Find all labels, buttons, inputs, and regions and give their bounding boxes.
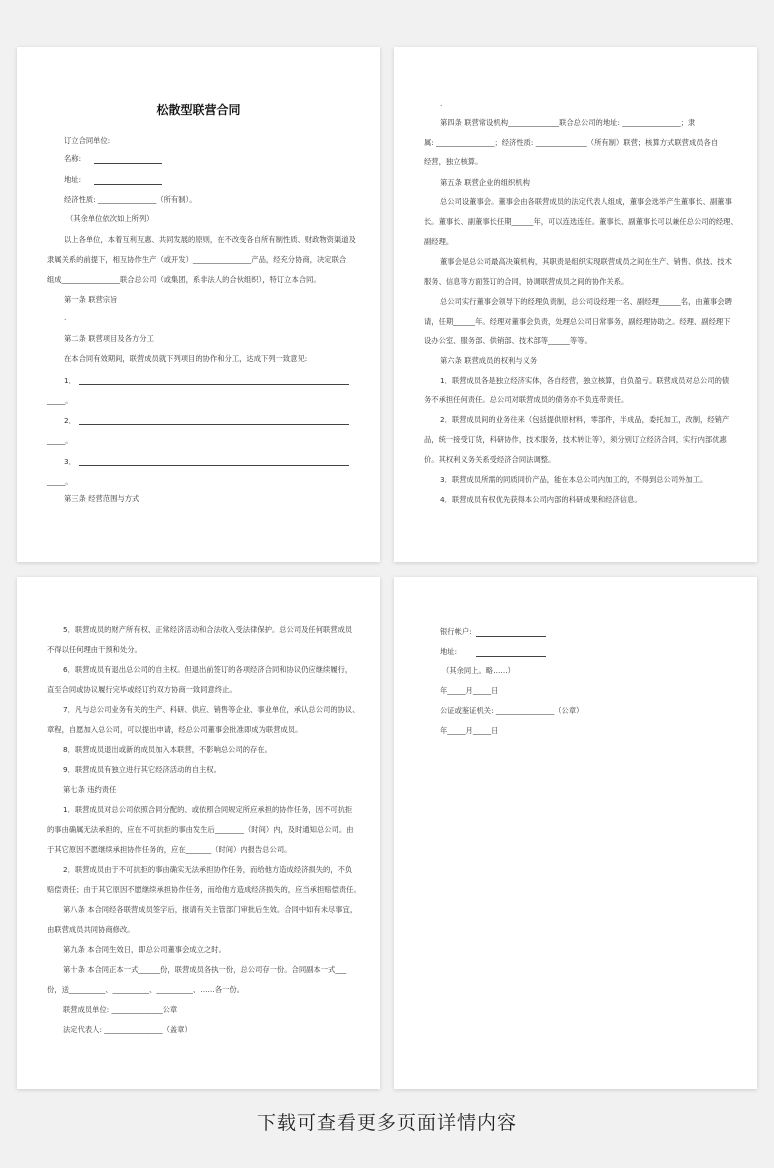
text-line: 属: ________________；经济性质: ______________（所有制）联营；核算方式联营成员各自 [424, 138, 719, 147]
text-line: . [440, 99, 443, 108]
contract-page-2 [394, 47, 757, 562]
contract-page-1 [17, 47, 380, 562]
text-line: 第九条 本合同生效日，即总公司董事会成立之时。 [63, 945, 226, 954]
text-line: 不得以任何理由干预和处分。 [47, 645, 142, 654]
text-line: 总公司设董事会。董事会由各联营成员的法定代表人组成，董事会选举产生董事长、副董事 [440, 197, 732, 206]
text-line: 7．凡与总公司业务有关的生产、科研、供应、销售等企业、事业单位，承认总公司的协议、 [63, 705, 360, 714]
text-line: 1．联营成员各是独立经济实体，各自经营，独立核算，自负盈亏。联营成员对总公司的债 [440, 376, 730, 385]
text-line: 年_____月_____日 [440, 686, 499, 695]
text-line: 总公司实行董事会领导下的经理负责制，总公司设经理一名、副经理______名，由董事会聘 [440, 297, 732, 306]
text-line: 公证或鉴证机关: ________________（公章） [440, 706, 584, 715]
text-line: 品，统一接受订货，科研协作，技术服务，技术转让等），须分别订立经济合同，实行内部优惠 [424, 435, 727, 444]
text-line: 以上各单位，本着互利互惠、共同发展的原则，在不改变各自所有制性质、财政物资渠道及 [64, 235, 356, 244]
text-line: 在本合同有效期间，联营成员就下列项目的协作和分工，达成下列一致意见: [64, 354, 308, 363]
text-line: 长。董事长、副董事长任期______年，可以连选连任。董事长、副董事长可以兼任总公司的经理、 [424, 217, 738, 226]
text-line: 1． [64, 376, 76, 385]
text-line: . [64, 313, 67, 322]
text-line: 隶属关系的前提下，相互协作生产（或开发）________________产品，经充分协商，决定联合 [47, 255, 347, 264]
text-line: 银行帐户: [440, 627, 472, 636]
text-line: 于其它原因不愿继续承担协作任务的，应在_______（时间）内报告总公司。 [47, 845, 292, 854]
contract-page-4 [394, 577, 757, 1089]
text-line: 章程，自愿加入总公司，可以提出申请，经总公司董事会批准即成为联营成员。 [47, 725, 303, 734]
text-line: 服务、信息等方面签订的合同，协调联营成员之间的协作关系。 [424, 277, 629, 286]
item-fill-line [79, 424, 349, 425]
text-line: 由联营成员共同协商修改。 [47, 925, 135, 934]
text-line: 的事由确属无法承担的，应在不可抗拒的事由发生后________（时间）内，及时通知总公司。由 [47, 825, 354, 834]
bank-account-fill-line [476, 636, 546, 637]
text-line: 董事会是总公司最高决策机构，其职责是组织实现联营成员之间在生产、销售、供技、技术 [440, 257, 732, 266]
text-line: 请，任期______年。经理对董事会负责，处理总公司日常事务，副经理协助之。经理、副经理下 [424, 317, 731, 326]
document-title: 松散型联营合同 [156, 103, 241, 117]
address-fill-line [476, 656, 546, 657]
text-line: 直至合同或协议履行完毕或经订约双方协商一致同意终止。 [47, 685, 237, 694]
text-line: 地址: [440, 647, 458, 656]
text-line: 第八条 本合同经各联营成员签字后，报请有关主管部门审批后生效。合同中如有未尽事宜， [63, 905, 358, 914]
text-line: 价。其权利义务关系受经济合同法调整。 [424, 455, 556, 464]
item-fill-line [79, 384, 349, 385]
text-line: 订立合同单位: [64, 136, 111, 145]
text-line: 名称: [64, 154, 82, 163]
text-line: 第二条 联营项目及各方分工 [64, 334, 154, 343]
text-line: 份，送__________、__________、__________、……各一份。 [47, 985, 245, 994]
text-line: 3． [64, 457, 76, 466]
text-line: 法定代表人: ________________（盖章） [63, 1025, 192, 1034]
text-line: 5．联营成员的财产所有权、正常经济活动和合法收入受法律保护。总公司及任何联营成员 [63, 625, 353, 634]
text-line: 4．联营成员有权优先获得本公司内部的科研成果和经济信息。 [440, 495, 642, 504]
text-line: 年_____月_____日 [440, 726, 499, 735]
text-line: 务不承担任何责任。总公司对联营成员的债务亦不负连带责任。 [424, 395, 629, 404]
text-line: 2．联营成员由于不可抗拒的事由确实无法承担协作任务，而给他方造成经济损失的，不负 [63, 865, 353, 874]
text-line: 副经理。 [424, 237, 454, 246]
text-line: 3．联营成员所需的同质同价产品，能在本总公司内加工的，不得到总公司外加工。 [440, 475, 708, 484]
text-line: 经济性质: ________________（所有制）。 [64, 195, 197, 204]
text-line: 经营，独立核算。 [424, 157, 483, 166]
text-line: （其余同上。略……） [442, 666, 515, 675]
text-line: 赔偿责任；由于其它原因不愿继续承担协作任务，而给他方造成经济损失的，应当承担赔偿责任。 [47, 885, 361, 894]
text-line: 组成________________联合总公司（或集团，系非法人的合伙组织），特订立本合同。 [47, 275, 321, 284]
text-line: 第十条 本合同正本一式______份，联营成员各执一份，总公司存一份。合同副本一式___ [63, 965, 347, 974]
text-line: 1．联营成员对总公司依照合同分配的、或依照合同规定所应承担的协作任务，因不可抗拒 [63, 805, 353, 814]
text-line: 地址: [64, 175, 82, 184]
text-line: 第四条 联营常设机构______________联合总公司的地址: ________________；隶 [440, 118, 696, 127]
text-line: 第三条 经营范围与方式 [64, 494, 140, 503]
text-line: 第一条 联营宗旨 [64, 295, 118, 304]
text-line: （其余单位依次如上所列） [66, 214, 154, 223]
name-fill-line [94, 163, 162, 164]
address-fill-line [94, 184, 162, 185]
download-prompt[interactable]: 下载可查看更多页面详情内容 [256, 1112, 517, 1134]
item-fill-line [79, 465, 349, 466]
text-line: 第七条 违约责任 [63, 785, 117, 794]
text-line: 8．联营成员退出或新的成员加入本联营，不影响总公司的存在。 [63, 745, 272, 754]
text-line: _____。 [47, 396, 73, 405]
text-line: 第五条 联营企业的组织机构 [440, 178, 530, 187]
text-line: _____。 [47, 477, 73, 486]
text-line: 9．联营成员有独立进行其它经济活动的自主权。 [63, 765, 221, 774]
text-line: 设办公室、服务部、供销部、技术部等______等等。 [424, 336, 592, 345]
text-line: 6．联营成员有退出总公司的自主权。但退出前签订的各项经济合同和协议仍应继续履行， [63, 665, 353, 674]
text-line: 2．联营成员间的业务往来（包括提供原材料，零部件，半成品，委托加工，改制，经销产 [440, 415, 730, 424]
text-line: 联营成员单位: ______________公章 [63, 1005, 178, 1014]
contract-page-3 [17, 577, 380, 1089]
text-line: _____。 [47, 436, 73, 445]
text-line: 第六条 联营成员的权利与义务 [440, 356, 538, 365]
text-line: 2． [64, 416, 76, 425]
